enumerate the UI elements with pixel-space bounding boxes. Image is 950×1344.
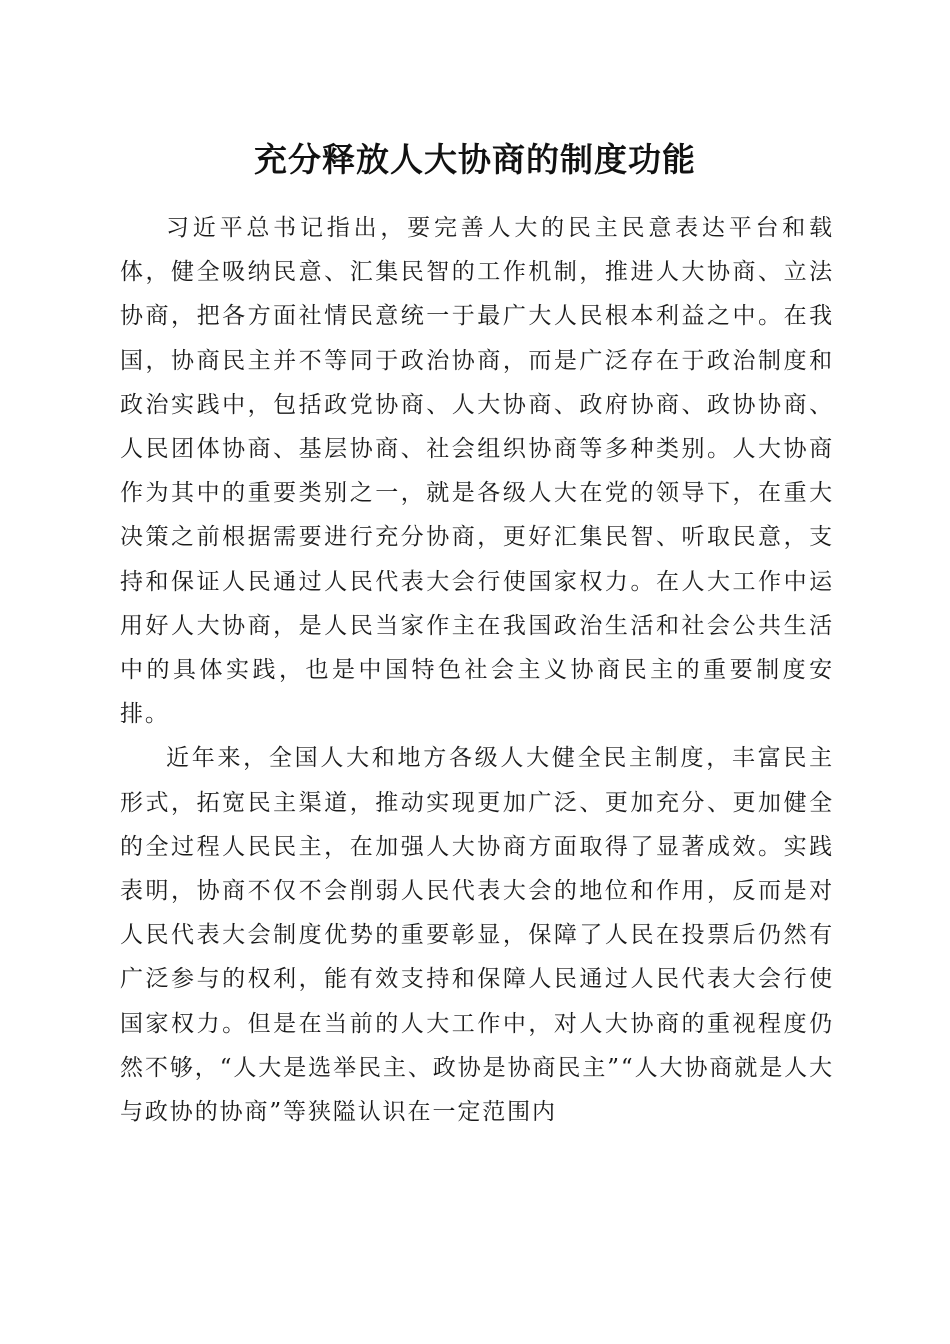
paragraph-1: 习近平总书记指出，要完善人大的民主民意表达平台和载体，健全吸纳民意、汇集民智的工作机制，推进人大协商、立法协商，把各方面社情民意统一于最广大人民根本利益之中。在我国，协商民主并不等同于政治协商，而是广泛存在于政治制度和政治实践中，包括政党协商、人大协商、政府协商、政协协商、人民团体协商、基层协商、社会组织协商等多种类别。人大协商作为其中的重要类别之一，就是各级人大在党的领导下，在重大决策之前根据需要进行充分协商，更好汇集民智、听取民意，支持和保证人民通过人民代表大会行使国家权力。在人大工作中运用好人大协商，是人民当家作主在我国政治生活和社会公共生活中的具体实践，也是中国特色社会主义协商民主的重要制度安排。	[120, 215, 834, 728]
document-body	[120, 206, 834, 1134]
paragraph-2: 近年来，全国人大和地方各级人大健全民主制度，丰富民主形式，拓宽民主渠道，推动实现更加广泛、更加充分、更加健全的全过程人民民主，在加强人大协商方面取得了显著成效。实践表明，协商不仅不会削弱人民代表大会的地位和作用，反而是对人民代表大会制度优势的重要彰显，保障了人民在投票后仍然有广泛参与的权利，能有效支持和保障人民通过人民代表大会行使国家权力。但是在当前的人大工作中，对人大协商的重视程度仍然不够，“人大是选举民主、政协是协商民主”“人大协商就是人大与政协的协商”等狭隘认识在一定范围内	[120, 745, 834, 1126]
document-title: 充分释放人大协商的制度功能	[254, 140, 696, 179]
